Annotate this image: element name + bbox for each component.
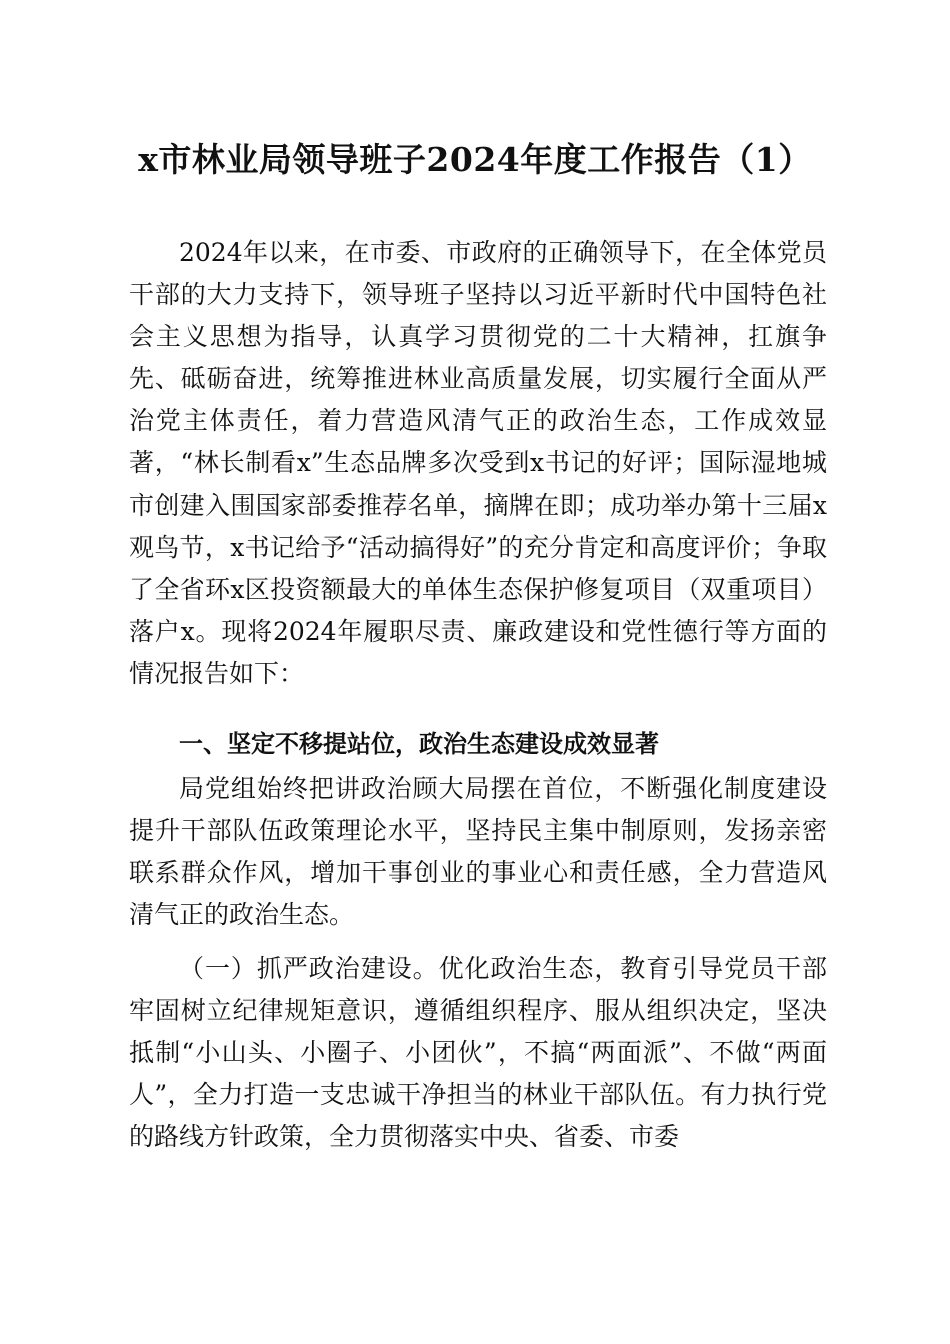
subsection-text: 优化政治生态，教育引导党员干部牢固树立纪律规矩意识，遵循组织程序、服从组织决定，坚决抵制“小山头、小圈子、小团伙”，不搞“两面派”、不做“两面人”，全力打造一支忠诚干净担当的林业干部队伍。有力执行党的路线方针政策，全力贯彻落实中央、省委、市委: [129, 954, 827, 1152]
section-heading: 一、坚定不移提站位，政治生态建设成效显著: [179, 730, 659, 758]
section-paragraph: 局党组始终把讲政治顾大局摆在首位，不断强化制度建设提升干部队伍政策理论水平，坚持民主集中制原则，发扬亲密联系群众作风，增加干事创业的事业心和责任感，全力营造风清气正的政治生态。: [129, 774, 827, 930]
subsection-heading: （一）抓严政治建设。: [179, 954, 439, 983]
subsection-paragraph: [129, 948, 827, 1158]
intro-paragraph: 2024年以来，在市委、市政府的正确领导下，在全体党员干部的大力支持下，领导班子坚持以习近平新时代中国特色社会主义思想为指导，认真学习贯彻党的二十大精神，扛旗争先、砥砺奋进，统筹推进林业高质量发展，切实履行全面从严治党主体责任，着力营造风清气正的政治生态，工作成效显著，“林长制看x”生态品牌多次受到x书记的好评；国际湿地城市创建入围国家部委推荐名单，摘牌在即；成功举办第十三届x观鸟节，x书记给予“活动搞得好”的充分肯定和高度评价；争取了全省环x区投资额最大的单体生态保护修复项目（双重项目）落户x。现将2024年履职尽责、廉政建设和党性德行等方面的情况报告如下：: [129, 238, 827, 688]
document-title: x市林业局领导班子2024年度工作报告（1）: [138, 140, 812, 179]
